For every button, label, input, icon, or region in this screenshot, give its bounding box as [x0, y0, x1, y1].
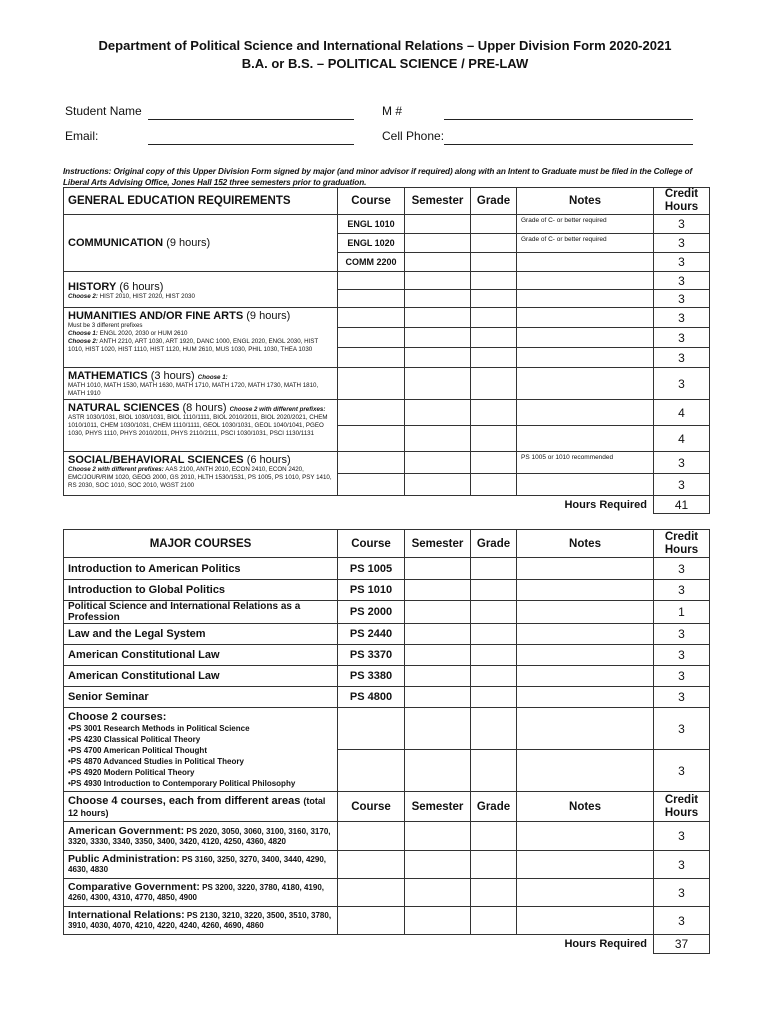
col-grade: Grade [471, 530, 517, 558]
credit-value: 3 [654, 308, 710, 328]
grade-cell[interactable] [471, 426, 517, 452]
choose2-cell [64, 708, 338, 792]
history-choose: Choose 2: [68, 292, 98, 300]
gened-hours-required-label: Hours Required [564, 498, 647, 511]
m-number-field[interactable] [444, 119, 693, 120]
humanities-cell [64, 308, 338, 368]
col-notes: Notes [517, 530, 654, 558]
history-hours: (6 hours) [119, 280, 164, 293]
major-course-name: Introduction to American Politics [64, 558, 338, 580]
major-course-name: Law and the Legal System [64, 624, 338, 645]
major-course-name: American Constitutional Law [64, 645, 338, 666]
areas-heading-hours: (total 12 hours) [68, 795, 326, 818]
col-grade: Grade [471, 188, 517, 215]
gened-heading: GENERAL EDUCATION REQUIREMENTS [64, 188, 338, 215]
cell-phone-label: Cell Phone: [382, 129, 445, 143]
notes-cell[interactable] [517, 645, 654, 666]
col-credit: Credit Hours [654, 792, 710, 822]
grade-cell[interactable] [471, 558, 517, 580]
notes-cell[interactable] [517, 708, 654, 750]
semester-cell[interactable] [405, 907, 471, 935]
history-label: HISTORY [68, 280, 117, 293]
math-hours: (3 hours) [150, 370, 195, 382]
course-cell[interactable] [338, 328, 405, 348]
semester-cell[interactable] [405, 348, 471, 368]
social-label: SOCIAL/BEHAVIORAL SCIENCES [68, 454, 244, 466]
course-code: PS 4800 [338, 687, 405, 708]
science-hours: (8 hours) [182, 402, 227, 414]
area-cell [64, 907, 338, 935]
course-cell[interactable] [338, 907, 405, 935]
course-cell[interactable] [338, 708, 405, 750]
notes-cell[interactable] [517, 368, 654, 400]
area-name: Comparative Government: [68, 881, 200, 893]
instructions: Instructions: Original copy of this Upper Division Form signed by major (and minor advisor if required) along with an Intent to Graduate must be filed in the College of Liberal Arts Advising Office, Jones Hall 152 three semesters prior to graduation. [63, 167, 693, 187]
notes-cell[interactable] [517, 879, 654, 907]
m-number-label: M # [382, 104, 403, 118]
semester-cell[interactable] [405, 368, 471, 400]
semester-cell[interactable] [405, 687, 471, 708]
area-cell [64, 879, 338, 907]
semester-cell[interactable] [405, 400, 471, 426]
science-detail: ASTR 1030/1031, BIOL 1030/1031, BIOL 1110/1111, BIOL 2010/2011, BIOL 2020/2021, CHEM 1010/1011, CHEM 1030/1031, CHEM 1110/1111, GEOL 1030/1031, GEOL 1040/1041, PGEO 1030, PHYS 1110, PHYS 2010/2011, PHYS 2110/2111, PSCI 1030/1031, PSCI 1130/1131 [68, 414, 328, 437]
credit-value: 3 [654, 253, 710, 272]
credit-value: 3 [654, 368, 710, 400]
course-code: PS 2440 [338, 624, 405, 645]
area-courses: PS 3160, 3250, 3270, 3400, 3440, 4290, 4630, 4830 [68, 855, 326, 874]
choose2-item: •PS 4930 Introduction to Contemporary Political Philosophy [68, 779, 296, 788]
credit-value: 3 [654, 687, 710, 708]
grade-cell[interactable] [471, 666, 517, 687]
math-cell [64, 368, 338, 400]
choose2-heading: Choose 2 courses: [68, 711, 167, 723]
gened-table [63, 187, 710, 514]
col-semester: Semester [405, 792, 471, 822]
science-cell [64, 400, 338, 452]
communication-hours: (9 hours) [166, 237, 211, 249]
notes-cell: Grade of C- or better required [517, 234, 654, 253]
col-semester: Semester [405, 530, 471, 558]
notes-cell[interactable] [517, 400, 654, 426]
grade-cell[interactable] [471, 601, 517, 624]
credit-value: 3 [654, 290, 710, 308]
notes-cell[interactable] [517, 348, 654, 368]
notes-cell[interactable] [517, 580, 654, 601]
credit-value: 3 [654, 348, 710, 368]
semester-cell[interactable] [405, 645, 471, 666]
area-name: Public Administration: [68, 853, 180, 865]
math-choose: Choose 1: [197, 374, 228, 381]
humanities-detail1: ENGL 2020, 2030 or HUM 2610 [99, 330, 188, 337]
email-label: Email: [65, 129, 99, 143]
notes-cell[interactable] [517, 624, 654, 645]
grade-cell[interactable] [471, 400, 517, 426]
notes-cell[interactable] [517, 750, 654, 792]
grade-cell[interactable] [471, 348, 517, 368]
course-code: ENGL 1020 [338, 234, 405, 253]
course-cell[interactable] [338, 308, 405, 328]
notes-cell[interactable] [517, 822, 654, 851]
major-hours-required-label: Hours Required [564, 938, 647, 951]
course-cell[interactable] [338, 400, 405, 426]
notes-cell[interactable] [517, 474, 654, 496]
notes-cell[interactable] [517, 558, 654, 580]
credit-value: 3 [654, 645, 710, 666]
col-grade: Grade [471, 792, 517, 822]
semester-cell[interactable] [405, 234, 471, 253]
major-course-name: Introduction to Global Politics [64, 580, 338, 601]
notes-cell: PS 1005 or 1010 recommended [517, 452, 654, 474]
col-course: Course [338, 792, 405, 822]
communication-label: COMMUNICATION [68, 237, 164, 249]
col-course: Course [338, 188, 405, 215]
course-cell[interactable] [338, 426, 405, 452]
credit-value: 3 [654, 907, 710, 935]
credit-value: 3 [654, 328, 710, 348]
semester-cell[interactable] [405, 308, 471, 328]
semester-cell[interactable] [405, 558, 471, 580]
notes-cell[interactable] [517, 328, 654, 348]
humanities-choose1: Choose 1: [68, 330, 98, 337]
credit-value: 3 [654, 580, 710, 601]
notes-cell[interactable] [517, 666, 654, 687]
col-notes: Notes [517, 792, 654, 822]
notes-cell[interactable] [517, 290, 654, 308]
history-detail: HIST 2010, HIST 2020, HIST 2030 [99, 292, 195, 300]
course-cell[interactable] [338, 368, 405, 400]
course-code: COMM 2200 [338, 253, 405, 272]
course-cell[interactable] [338, 750, 405, 792]
credit-value: 3 [654, 624, 710, 645]
area-courses: PS 2130, 3210, 3220, 3500, 3510, 3780, 3910, 4030, 4070, 4210, 4220, 4240, 4260, 4690, 4860 [68, 911, 332, 930]
course-cell[interactable] [338, 851, 405, 879]
grade-cell[interactable] [471, 272, 517, 290]
course-code: PS 3380 [338, 666, 405, 687]
grade-cell[interactable] [471, 368, 517, 400]
course-cell[interactable] [338, 879, 405, 907]
grade-cell[interactable] [471, 215, 517, 234]
areas-heading-cell [64, 792, 338, 822]
choose2-item: •PS 4700 American Political Thought [68, 746, 207, 755]
social-cell [64, 452, 338, 496]
areas-heading: Choose 4 courses, each from different areas [68, 794, 301, 807]
social-detail: AAS 2100, ANTH 2010, ECON 2410, ECON 2420, EMC/JOUR/RIM 1020, GEOG 2000, GS 2010, HLTH 1530/1531, PS 1005, PS 1010, PSY 1410, RS 2030, SOC 1010, SOC 2010, WGST 2100 [68, 466, 332, 489]
semester-cell[interactable] [405, 580, 471, 601]
notes-cell[interactable] [517, 253, 654, 272]
credit-value: 3 [654, 452, 710, 474]
notes-cell[interactable] [517, 601, 654, 624]
course-code: PS 1005 [338, 558, 405, 580]
credit-value: 3 [654, 272, 710, 290]
credit-value: 3 [654, 558, 710, 580]
grade-cell[interactable] [471, 290, 517, 308]
student-name-label: Student Name [65, 104, 142, 118]
notes-cell[interactable] [517, 687, 654, 708]
course-cell[interactable] [338, 272, 405, 290]
credit-value: 4 [654, 400, 710, 426]
grade-cell[interactable] [471, 452, 517, 474]
major-course-name: Political Science and International Relations as a Profession [64, 601, 338, 624]
grade-cell[interactable] [471, 234, 517, 253]
credit-value: 3 [654, 234, 710, 253]
semester-cell[interactable] [405, 708, 471, 750]
cell-phone-field[interactable] [444, 144, 693, 145]
communication-cell [64, 215, 338, 272]
semester-cell[interactable] [405, 474, 471, 496]
major-course-name: Senior Seminar [64, 687, 338, 708]
humanities-label: HUMANITIES AND/OR FINE ARTS [68, 310, 244, 322]
grade-cell[interactable] [471, 822, 517, 851]
course-cell[interactable] [338, 452, 405, 474]
credit-value: 3 [654, 666, 710, 687]
course-cell[interactable] [338, 822, 405, 851]
semester-cell[interactable] [405, 253, 471, 272]
area-courses: PS 2020, 3050, 3060, 3100, 3160, 3170, 3320, 3330, 3340, 3350, 3400, 3420, 4120, 4250, 4360, 4820 [68, 827, 331, 846]
form-subtitle: B.A. or B.S. – POLITICAL SCIENCE / PRE-LAW [241, 56, 529, 71]
credit-value: 3 [654, 215, 710, 234]
choose2-item: •PS 4870 Advanced Studies in Political Theory [68, 757, 244, 766]
credit-value: 3 [654, 708, 710, 750]
credit-value: 3 [654, 851, 710, 879]
semester-cell[interactable] [405, 750, 471, 792]
grade-cell[interactable] [471, 851, 517, 879]
course-cell[interactable] [338, 474, 405, 496]
major-table [63, 529, 710, 954]
history-cell [64, 272, 338, 308]
gened-hours-required: 41 [654, 496, 710, 514]
credit-value: 3 [654, 750, 710, 792]
area-cell [64, 851, 338, 879]
course-code: PS 2000 [338, 601, 405, 624]
social-choose: Choose 2 with different prefixes: [68, 466, 164, 473]
humanities-detail2: ANTH 2210, ART 1030, ART 1920, DANC 1000, ENGL 2020, ENGL 2030, HIST 1010, HIST 1020, HIST 1110, HIST 1120, HUM 2610, MUS 1030, PHIL 1030, THEA 1030 [68, 338, 319, 353]
student-name-field[interactable] [148, 119, 354, 120]
col-credit: Credit Hours [654, 530, 710, 558]
semester-cell[interactable] [405, 452, 471, 474]
credit-value: 4 [654, 426, 710, 452]
col-credit: Credit Hours [654, 188, 710, 215]
semester-cell[interactable] [405, 822, 471, 851]
notes-cell: Grade of C- or better required [517, 215, 654, 234]
grade-cell[interactable] [471, 253, 517, 272]
semester-cell[interactable] [405, 624, 471, 645]
major-heading: MAJOR COURSES [64, 530, 338, 558]
choose2-item: •PS 3001 Research Methods in Political Science [68, 724, 250, 733]
major-hours-required: 37 [654, 935, 710, 954]
choose2-item: •PS 4920 Modern Political Theory [68, 768, 195, 777]
course-cell[interactable] [338, 348, 405, 368]
semester-cell[interactable] [405, 426, 471, 452]
credit-value: 3 [654, 879, 710, 907]
course-code: PS 1010 [338, 580, 405, 601]
humanities-line1: Must be 3 different prefixes [68, 322, 143, 329]
grade-cell[interactable] [471, 624, 517, 645]
course-cell[interactable] [338, 290, 405, 308]
grade-cell[interactable] [471, 328, 517, 348]
science-choose: Choose 2 with different prefixes: [229, 406, 326, 413]
col-semester: Semester [405, 188, 471, 215]
form-title: Department of Political Science and International Relations – Upper Division Form 2020-2021 [98, 38, 672, 53]
grade-cell[interactable] [471, 708, 517, 750]
course-code: PS 3370 [338, 645, 405, 666]
area-courses: PS 3200, 3220, 3780, 4180, 4190, 4260, 4300, 4310, 4770, 4850, 4900 [68, 883, 324, 902]
email-field[interactable] [148, 144, 354, 145]
credit-value: 3 [654, 474, 710, 496]
semester-cell[interactable] [405, 879, 471, 907]
grade-cell[interactable] [471, 907, 517, 935]
area-name: American Government: [68, 825, 185, 837]
semester-cell[interactable] [405, 851, 471, 879]
semester-cell[interactable] [405, 272, 471, 290]
grade-cell[interactable] [471, 687, 517, 708]
course-code: ENGL 1010 [338, 215, 405, 234]
semester-cell[interactable] [405, 290, 471, 308]
notes-cell[interactable] [517, 426, 654, 452]
col-course: Course [338, 530, 405, 558]
semester-cell[interactable] [405, 215, 471, 234]
science-label: NATURAL SCIENCES [68, 402, 180, 414]
humanities-hours: (9 hours) [246, 310, 291, 322]
notes-cell[interactable] [517, 272, 654, 290]
math-label: MATHEMATICS [68, 370, 148, 382]
major-course-name: American Constitutional Law [64, 666, 338, 687]
humanities-choose2: Choose 2: [68, 338, 98, 345]
credit-value: 1 [654, 601, 710, 624]
col-notes: Notes [517, 188, 654, 215]
semester-cell[interactable] [405, 328, 471, 348]
grade-cell[interactable] [471, 308, 517, 328]
grade-cell[interactable] [471, 580, 517, 601]
math-detail: MATH 1010, MATH 1530, MATH 1630, MATH 1710, MATH 1720, MATH 1730, MATH 1810, MATH 1910 [68, 382, 319, 397]
social-hours: (6 hours) [246, 454, 291, 466]
area-name: International Relations: [68, 909, 185, 921]
area-cell [64, 822, 338, 851]
credit-value: 3 [654, 822, 710, 851]
choose2-item: •PS 4230 Classical Political Theory [68, 735, 201, 744]
semester-cell[interactable] [405, 666, 471, 687]
notes-cell[interactable] [517, 907, 654, 935]
grade-cell[interactable] [471, 645, 517, 666]
semester-cell[interactable] [405, 601, 471, 624]
grade-cell[interactable] [471, 474, 517, 496]
notes-cell[interactable] [517, 851, 654, 879]
notes-cell[interactable] [517, 308, 654, 328]
grade-cell[interactable] [471, 879, 517, 907]
grade-cell[interactable] [471, 750, 517, 792]
